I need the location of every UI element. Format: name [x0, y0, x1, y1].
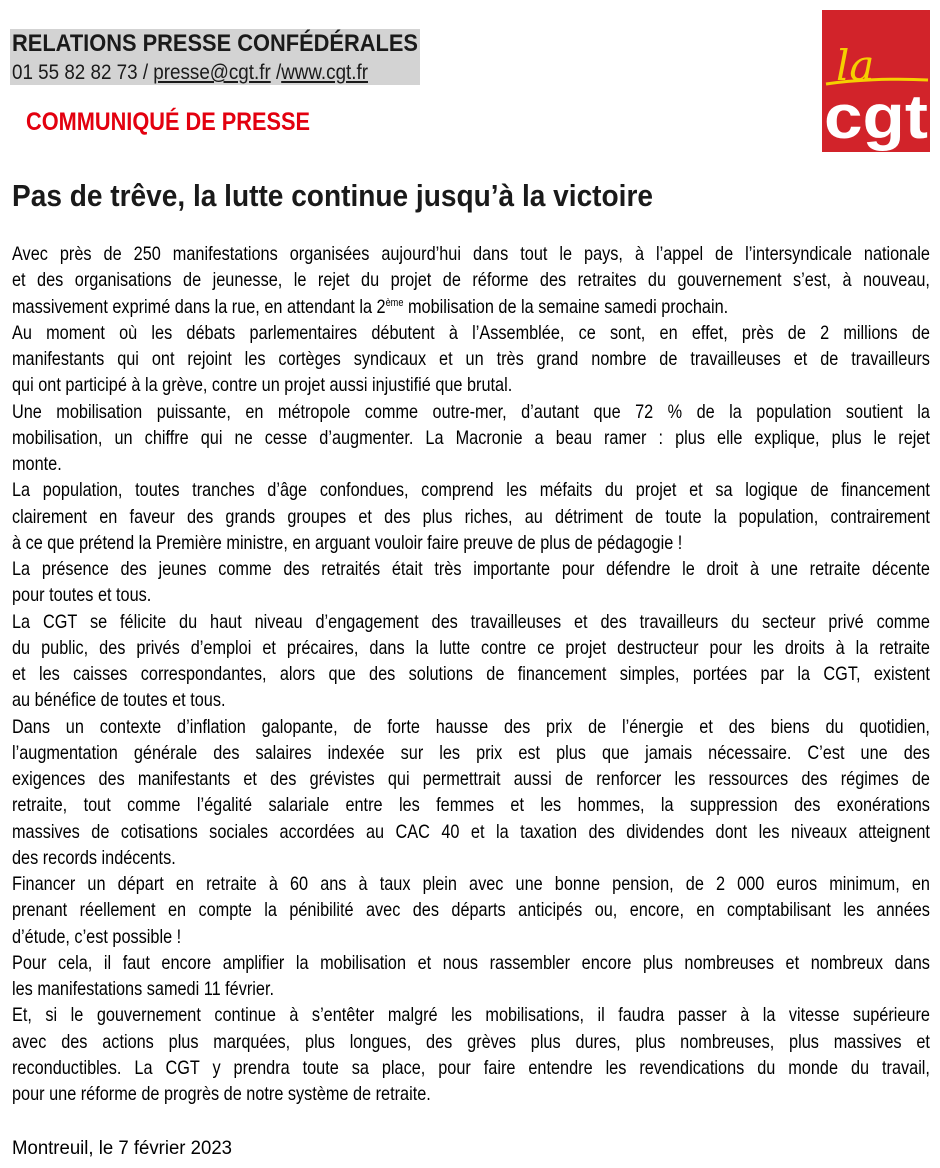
- text-line: monte.: [12, 453, 62, 475]
- text-line: et des organisations de jeunesse, le rejet du projet de réforme des retraites du gouvernement s’est, à nouveau,: [12, 269, 930, 292]
- paragraph: [12, 320, 930, 399]
- text-line: avec des actions plus marquées, plus longues, des grèves plus dures, plus nombreuses, plus massives et: [12, 1030, 930, 1053]
- paragraph: [12, 241, 930, 320]
- paragraph: [12, 609, 930, 714]
- text-line: prenant réellement en compte la pénibilité avec des départs anticipés ou, encore, en comptabilisant les années: [12, 899, 930, 922]
- text-segment: mobilisation de la semaine samedi prochain.: [403, 295, 729, 318]
- text-line: Au moment où les débats parlementaires débutent à l’Assemblée, ce sont, en effet, près de 2 millions de: [12, 321, 930, 344]
- paragraph: [12, 477, 930, 556]
- text-line: à ce que prétend la Première ministre, en arguant vouloir faire preuve de plus de pédagogie !: [12, 531, 683, 554]
- communique-label: COMMUNIQUÉ DE PRESSE: [26, 108, 310, 136]
- text-line: pour toutes et tous.: [12, 584, 152, 607]
- text-line: Et, si le gouvernement continue à s’entêter malgré les mobilisations, il faudra passer à la vitesse supérieure: [12, 1004, 930, 1027]
- paragraph: [12, 399, 930, 478]
- place-and-date: Montreuil, le 7 février 2023: [12, 1137, 232, 1159]
- contact-separator: /: [270, 61, 282, 84]
- text-line: d’étude, c’est possible !: [12, 925, 182, 948]
- text-line: [12, 294, 930, 320]
- text-line: mobilisation, un chiffre qui ne cesse d’augmenter. La Macronie a beau ramer : plus elle explique, plus le rejet: [12, 426, 930, 449]
- logo-script-la: la: [836, 41, 875, 90]
- press-relations-heading: [12, 31, 458, 57]
- website-link[interactable]: www.cgt.fr: [281, 61, 368, 84]
- text-line: du public, des privés d’emploi et précaires, dans la lutte contre ce projet destructeur pour les droits à la retraite: [12, 636, 930, 659]
- text-line: les manifestations samedi 11 février.: [12, 978, 274, 1000]
- text-line: La population, toutes tranches d’âge confondues, comprend les méfaits du projet et sa logique de financement: [12, 479, 930, 502]
- text-line: et les caisses correspondantes, alors que des solutions de financement simples, portées par la CGT, existent: [12, 663, 930, 685]
- page-title: Pas de trêve, la lutte continue jusqu’à la victoire: [12, 178, 653, 213]
- press-relations-title: RELATIONS PRESSE CONFÉDÉRALES: [12, 30, 418, 57]
- page-title-wrap: [12, 178, 720, 214]
- text-line: pour une réforme de progrès de notre système de retraite.: [12, 1083, 431, 1105]
- signoff-wrap: [12, 1135, 243, 1161]
- text-line: Avec près de 250 manifestations organisées aujourd’hui dans tout le pays, à l’appel de l’intersyndicale nationale: [12, 243, 930, 265]
- cgt-logo: [822, 10, 930, 152]
- logo-letters-cgt: cgt: [824, 83, 928, 152]
- paragraph: [12, 714, 930, 872]
- paragraph: [12, 556, 930, 609]
- text-line: Dans un contexte d’inflation galopante, de forte hausse des prix de l’énergie et des biens du quotidien,: [12, 715, 930, 738]
- contact-line-text: [12, 60, 368, 86]
- text-line: des records indécents.: [12, 846, 176, 869]
- email-link[interactable]: presse@cgt.fr: [153, 61, 271, 84]
- text-line: Pour cela, il faut encore amplifier la mobilisation et nous rassembler encore plus nombreuses et nombreux dans: [12, 951, 930, 974]
- text-line: manifestants qui ont rejoint les cortèges syndicaux et un très grand nombre de travailleuses et de travailleurs: [12, 348, 930, 370]
- paragraph: [12, 1002, 930, 1107]
- paragraph: [12, 950, 930, 1003]
- superscript: ème: [385, 296, 404, 309]
- text-line: exigences des manifestants et des grévistes qui permettrait aussi de renforcer les ressources des régimes de: [12, 768, 930, 790]
- text-line: massives de cotisations sociales accordées au CAC 40 et la taxation des dividendes dont les niveaux atteignent: [12, 820, 930, 843]
- paragraph: [12, 871, 930, 950]
- text-line: Une mobilisation puissante, en métropole comme outre-mer, d’autant que 72 % de la population soutient la: [12, 400, 930, 423]
- text-line: La présence des jeunes comme des retraités était très importante pour défendre le droit à une retraite décente: [12, 558, 930, 580]
- text-segment: massivement exprimé dans la rue, en attendant la 2: [12, 295, 386, 318]
- phone-number: 01 55 82 82 73 /: [12, 61, 154, 84]
- text-line: l’augmentation générale des salaires indexée sur les prix est plus que jamais nécessaire. C’est une des: [12, 741, 930, 764]
- text-line: qui ont participé à la grève, contre un projet aussi injustifié que brutal.: [12, 374, 513, 397]
- contact-line: [12, 60, 409, 86]
- text-line: retraite, tout comme l’égalité salariale entre les femmes et les hommes, la suppression des exonérations: [12, 794, 930, 817]
- text-line: au bénéfice de toutes et tous.: [12, 689, 226, 712]
- text-line: reconductibles. La CGT y prendra toute sa place, pour faire entendre les revendications du monde du travail,: [12, 1056, 930, 1079]
- text-line: La CGT se félicite du haut niveau d’engagement des travailleuses et des travailleurs du secteur privé comme: [12, 610, 930, 633]
- press-release-body: [12, 241, 930, 1107]
- text-line: clairement en faveur des grands groupes et des plus riches, au détriment de toute la population, contrairement: [12, 505, 930, 528]
- document-type-label: [26, 108, 352, 136]
- text-line: Financer un départ en retraite à 60 ans à taux plein avec une bonne pension, de 2 000 euros minimum, en: [12, 873, 930, 895]
